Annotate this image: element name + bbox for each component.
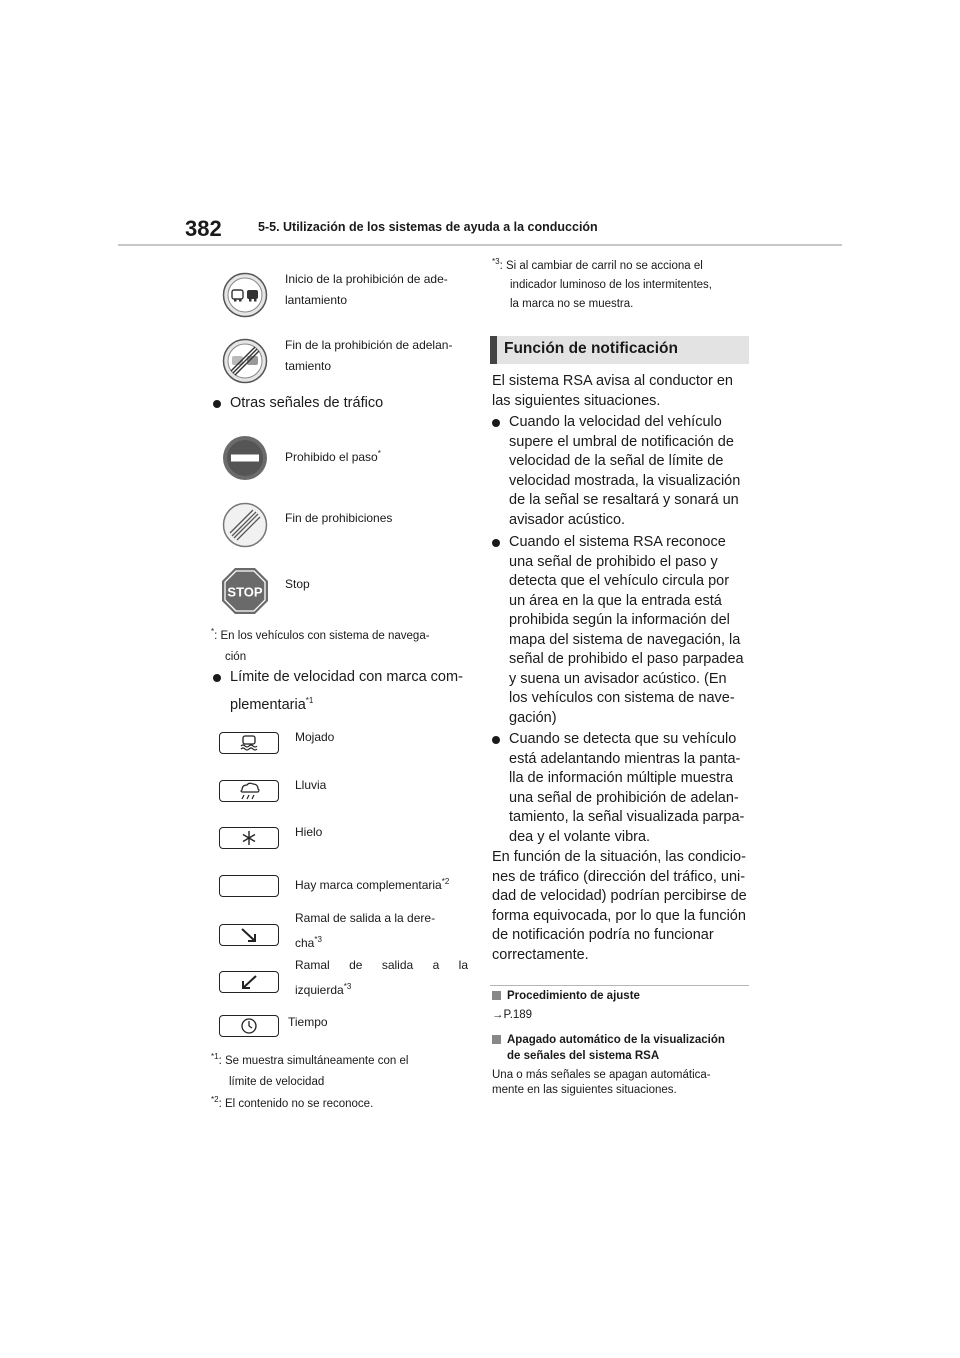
heading-bar (490, 336, 497, 364)
stop-sign-icon (221, 567, 269, 620)
no-overtaking-sign-icon (222, 272, 268, 323)
square-bullet-icon (492, 1035, 501, 1044)
bullet-dot (213, 674, 221, 682)
footnote-2: $^{*2}$: El contenido no se reconoce. (211, 1095, 374, 1110)
intro-text: El sistema RSA avisa al conductor en las siguientes situaciones. (492, 373, 733, 409)
page-reference-link[interactable]: →P.189 (492, 1009, 533, 1021)
overtake-end-label: Fin de la prohibición de adelan- tamiento (285, 338, 453, 373)
arrow-down-right-icon (219, 924, 279, 946)
bullet-dot (492, 419, 500, 427)
rain-icon (219, 780, 279, 802)
page-number: 382 (185, 216, 222, 241)
no-entry-sign-icon (222, 435, 268, 486)
notification-heading (490, 336, 749, 364)
bullet-dot (213, 400, 221, 408)
footnote-1: $^{*1}$: Se muestra simultáneamente con el límite de velocidad (211, 1052, 409, 1088)
header-divider (118, 244, 842, 246)
end-of-prohibitions-sign-icon (222, 502, 268, 553)
exit-right-label: Ramal de salida a la dere- cha$^{*3}$ (295, 911, 436, 950)
stop-sign-text: STOP (227, 584, 263, 600)
snowflake-icon (219, 827, 279, 849)
square-bullet-icon (492, 991, 501, 1000)
notification-bullet-2: Cuando el sistema RSA reconoce una señal de prohibido el paso y detecta que el vehículo circula por un área en la que la entrada está prohibida según la información del mapa del sistema de navegación, la señal de prohibido el paso parpadea y suena un avisador acústico. (En los vehículos con sistema de nave- gación) (492, 533, 744, 728)
ice-label: Hielo (295, 825, 323, 839)
clock-icon (219, 1015, 279, 1037)
section-title: 5-5. Utilización de los sistemas de ayuda a la conducción (258, 220, 598, 234)
blank-plate-icon (219, 875, 279, 897)
notification-bullet-1: Cuando la velocidad del vehículo supere el umbral de notificación de velocidad de la señal de límite de velocidad mostrada, la visualización de la señal se resaltará y sonará un avisador acústico. (492, 413, 740, 530)
stop-label: Stop (285, 577, 310, 591)
bullet-dot (492, 736, 500, 744)
arrow-down-left-icon (219, 971, 279, 993)
speed-limit-bullet: Límite de velocidad con marca com- plementaria$^{*1}$ (213, 667, 463, 716)
end-no-overtaking-sign-icon (222, 338, 268, 389)
closing-text: En función de la situación, las condicio- nes de tráfico (dirección del tráfico, uni- dad de velocidad) podrían percibirse de forma equivocada, por lo que la función de notificación podría no funcionar correctamente. (492, 849, 747, 963)
auto-off-heading: Apagado automático de la visualización de señales del sistema RSA (492, 1032, 725, 1064)
auto-off-text: Una o más señales se apagan automática- mente en las siguientes situaciones. (492, 1069, 711, 1096)
section-divider (490, 985, 749, 986)
time-label: Tiempo (288, 1015, 328, 1029)
wet-label: Mojado (295, 730, 335, 744)
wet-road-icon (219, 732, 279, 754)
setup-procedure-heading: Procedimiento de ajuste (492, 988, 640, 1004)
end-prohibitions-label: Fin de prohibiciones (285, 511, 393, 525)
rain-label: Lluvia (295, 778, 327, 792)
overtake-start-label: Inicio de la prohibición de ade- lantamiento (285, 272, 448, 307)
exit-left-label: Ramal de salida a la izquierda$^{*3}$ (295, 958, 468, 997)
heading-text: Función de notificación (504, 340, 678, 357)
bullet-dot (492, 539, 500, 547)
notification-bullet-3: Cuando se detecta que su vehículo está adelantando mientras la panta- lla de información múltiple muestra una señal de prohibición de adelan- tamiento, la señal visualizada parpa- dea y el volante vibra. (492, 730, 744, 847)
supplementary-plate-label: Hay marca complementaria$^{*2}$ (295, 877, 450, 892)
footnote-star: *: En los vehículos con sistema de navega- ción (211, 627, 430, 663)
other-signs-bullet: Otras señales de tráfico (213, 393, 383, 414)
footnote-3: $^{*3}$: Si al cambiar de carril no se acciona el indicador luminoso de los intermitentes, la marca no se muestra. (492, 257, 712, 310)
no-entry-label: Prohibido el paso* (285, 449, 381, 464)
